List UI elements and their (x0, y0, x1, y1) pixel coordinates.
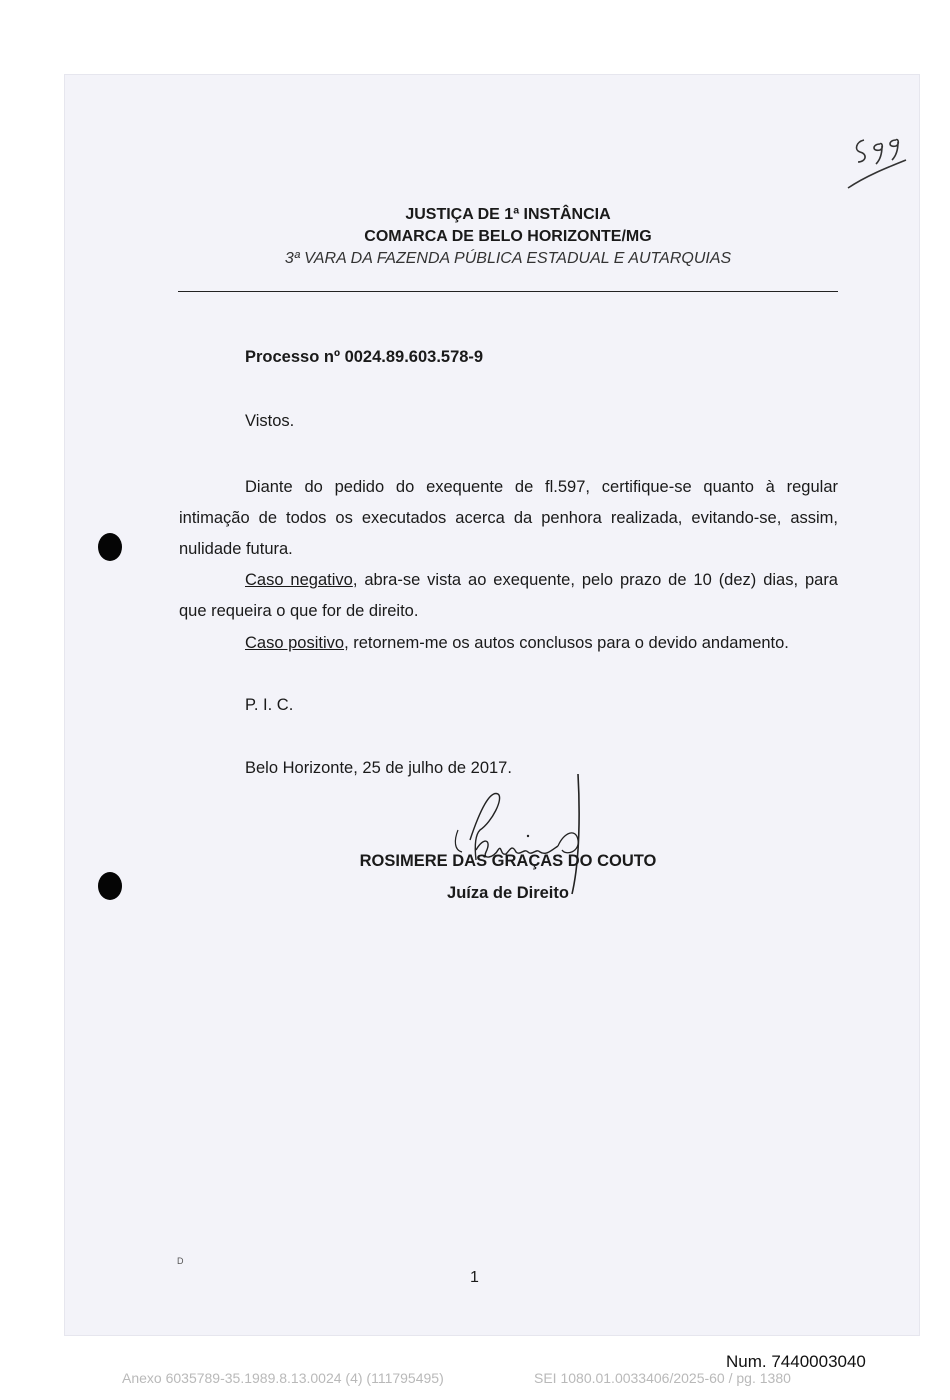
header-divider (178, 291, 838, 292)
handwritten-folio-mark (836, 120, 926, 200)
signer-role: Juíza de Direito (447, 884, 569, 902)
handwritten-folio-text: 599 (836, 120, 838, 121)
punch-hole-bottom (98, 872, 122, 900)
paragraph-2-rest: , abra-se vista ao exequente, pelo prazo de 10 (dez) dias, para que requeira o que for de direito. (179, 571, 838, 620)
header-district: COMARCA DE BELO HORIZONTE/MG (364, 228, 652, 245)
paragraph-2-lead: Caso negativo (245, 571, 353, 589)
closing-abbrev: P. I. C. (245, 696, 294, 714)
date-line: Belo Horizonte, 25 de julho de 2017. (245, 759, 512, 777)
header-court: JUSTIÇA DE 1ª INSTÂNCIA (405, 206, 611, 223)
footer-sei: SEI 1080.01.0033406/2025-60 / pg. 1380 (534, 1370, 791, 1386)
greeting: Vistos. (245, 412, 295, 430)
process-number: Processo nº 0024.89.603.578-9 (245, 348, 484, 366)
document-number: Num. 7440003040 (726, 1352, 866, 1371)
footer-annex: Anexo 6035789-35.1989.8.13.0024 (4) (111795495) (122, 1370, 444, 1386)
paragraph-3 (179, 628, 838, 659)
signer-name: ROSIMERE DAS GRAÇAS DO COUTO (359, 852, 657, 870)
paragraph-3-rest: , retornem-me os autos conclusos para o devido andamento. (344, 634, 789, 652)
punch-hole-top (98, 533, 122, 561)
paragraph-1: Diante do pedido do exequente de fl.597, certifique-se quanto à regular intimação de todos os executados acerca da penhora realizada, evitando-se, assim, nulidade futura. (179, 478, 838, 558)
paragraph-3-lead: Caso positivo (245, 634, 345, 652)
page-number: 1 (470, 1269, 479, 1286)
small-mark: D (177, 1256, 184, 1266)
paragraph-2 (179, 565, 838, 627)
header-division: 3ª VARA DA FAZENDA PÚBLICA ESTADUAL E AUTARQUIAS (284, 250, 732, 267)
